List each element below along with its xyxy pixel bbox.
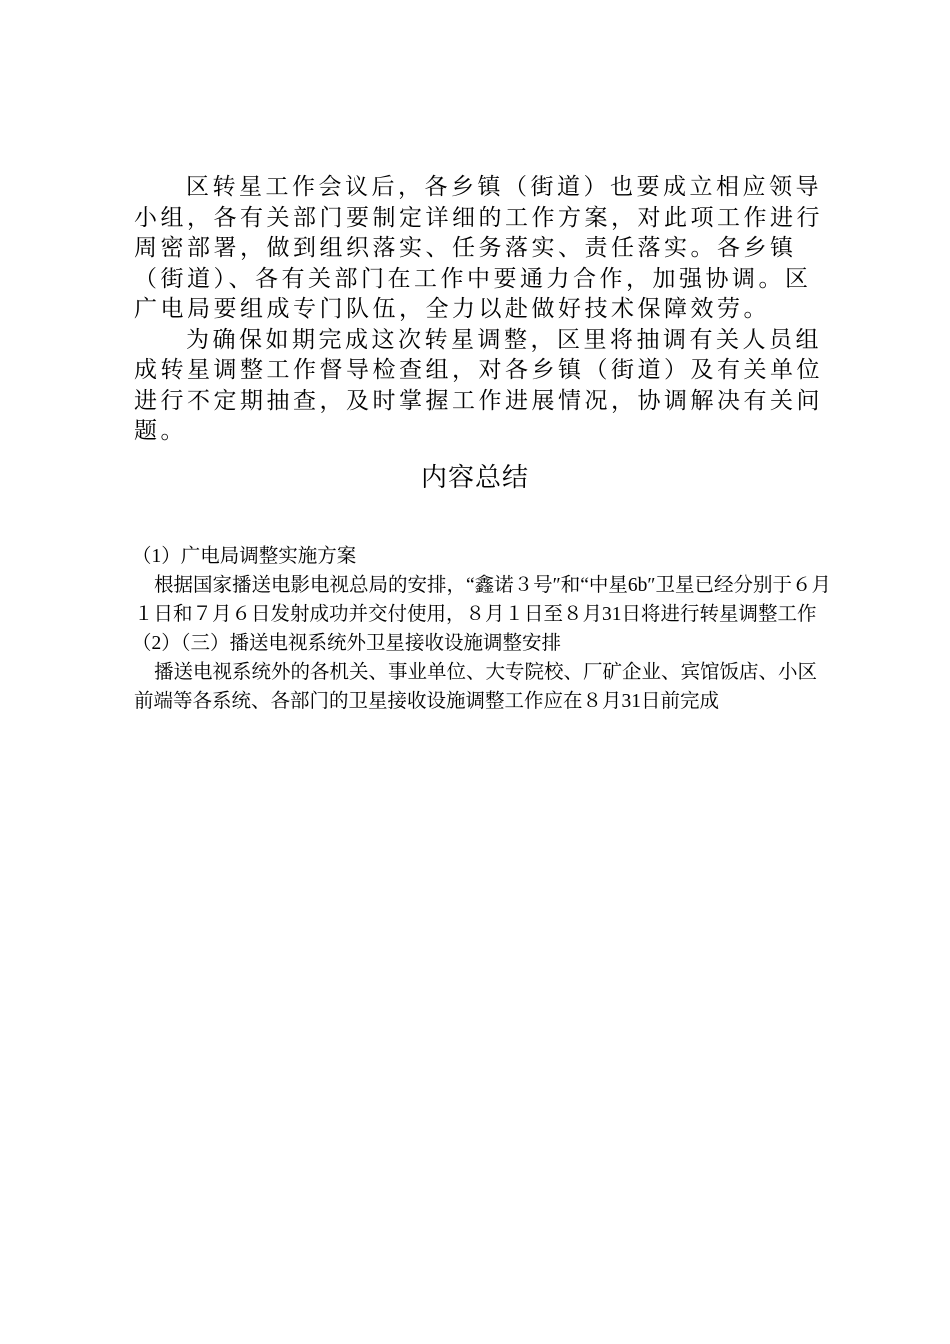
summary-title: 内容总结 — [420, 463, 529, 493]
summary-section — [134, 542, 834, 716]
summary-item-1-text: 根据国家播送电影电视总局的安排，“鑫诺３号″和“中星6b″卫星已经分别于６月１日和７月６日发射成功并交付使用，８月１日至８月31日将进行转星调整工作 — [134, 575, 832, 625]
document-body — [134, 172, 824, 447]
summary-item-2-heading: （2）（三）播送电视系统外卫星接收设施调整安排 — [132, 633, 562, 654]
body-paragraph-2: 为确保如期完成这次转星调整，区里将抽调有关人员组成转星调整工作督导检查组，对各乡镇（街道）及有关单位进行不定期抽查，及时掌握工作进展情况，协调解决有关问题。 — [134, 326, 823, 444]
summary-item-1-heading: （1）广电局调整实施方案 — [132, 546, 357, 567]
body-paragraph-1: 区转星工作会议后，各乡镇（街道）也要成立相应领导小组，各有关部门要制定详细的工作方案，对此项工作进行周密部署，做到组织落实、任务落实、责任落实。各乡镇（街道）、各有关部门在工作中要通力合作，加强协调。区广电局要组成专门队伍，全力以赴做好技术保障效劳。 — [134, 174, 823, 322]
summary-item-2-text: 播送电视系统外的各机关、事业单位、大专院校、厂矿企业、宾馆饭店、小区前端等各系统、各部门的卫星接收设施调整工作应在８月31日前完成 — [134, 662, 818, 712]
